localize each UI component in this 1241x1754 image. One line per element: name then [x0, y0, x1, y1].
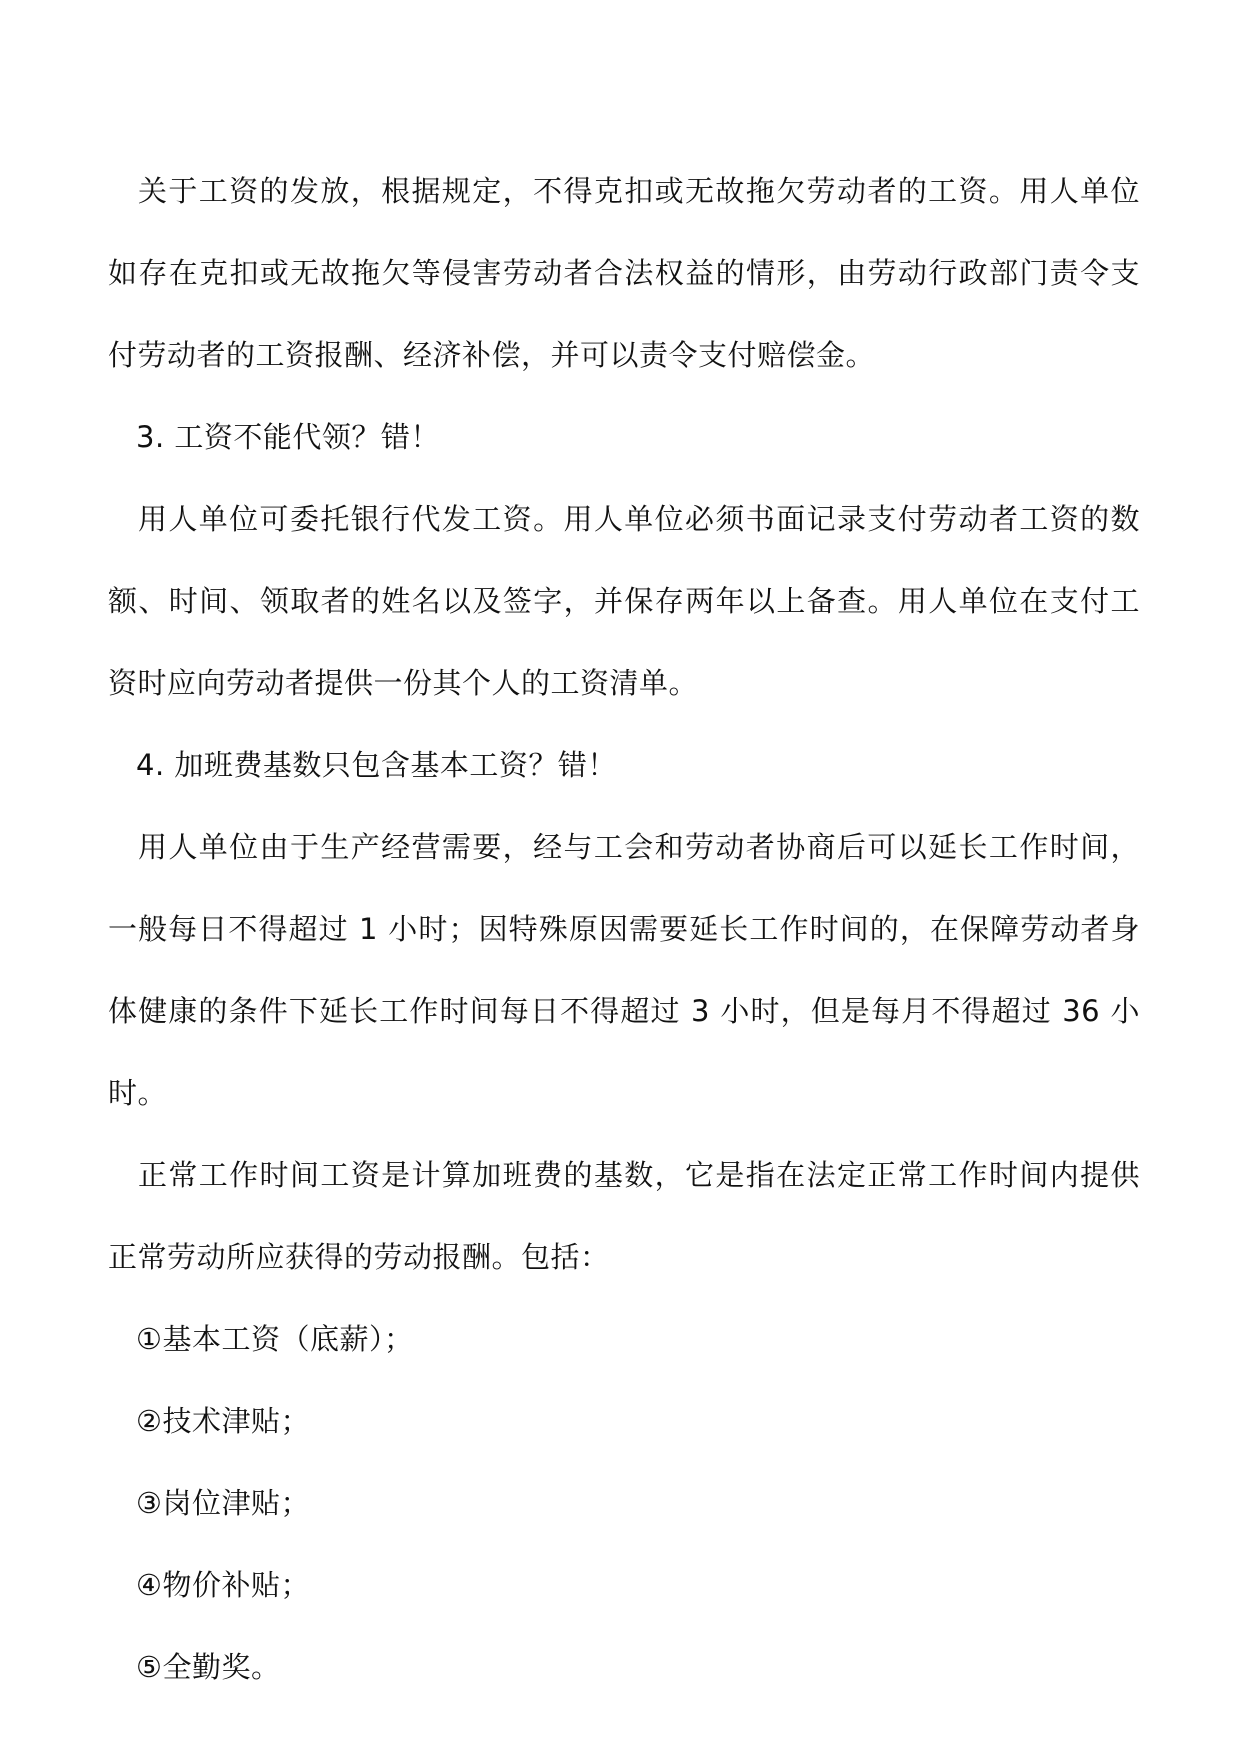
document-body [108, 150, 1140, 1708]
list-item: ②技术津贴； [136, 1404, 310, 1438]
heading-item-4: 4. 加班费基数只包含基本工资？错！ [136, 748, 617, 782]
heading-item-3: 3. 工资不能代领？错！ [136, 420, 440, 454]
list-item: ③岗位津贴； [136, 1486, 310, 1520]
list-item: ④物价补贴； [136, 1568, 310, 1602]
paragraph-bank-payroll: 用人单位可委托银行代发工资。用人单位必须书面记录支付劳动者工资的数额、时间、领取者的姓名以及签字，并保存两年以上备查。用人单位在支付工资时应向劳动者提供一份其个人的工资清单。 [108, 502, 1140, 700]
list-item: ①基本工资（底薪）； [136, 1322, 414, 1356]
paragraph-overtime-base: 正常工作时间工资是计算加班费的基数，它是指在法定正常工作时间内提供正常劳动所应获得的劳动报酬。包括： [108, 1158, 1140, 1274]
paragraph-wage-payment: 关于工资的发放，根据规定，不得克扣或无故拖欠劳动者的工资。用人单位如存在克扣或无故拖欠等侵害劳动者合法权益的情形，由劳动行政部门责令支付劳动者的工资报酬、经济补偿，并可以责令支付赔偿金。 [108, 174, 1140, 372]
paragraph-overtime-limits: 用人单位由于生产经营需要，经与工会和劳动者协商后可以延长工作时间，一般每日不得超过 1 小时；因特殊原因需要延长工作时间的，在保障劳动者身体健康的条件下延长工作时间每日不得超过 3 小时，但是每月不得超过 36 小时。 [108, 830, 1140, 1110]
list-item: ⑤全勤奖。 [136, 1650, 281, 1684]
